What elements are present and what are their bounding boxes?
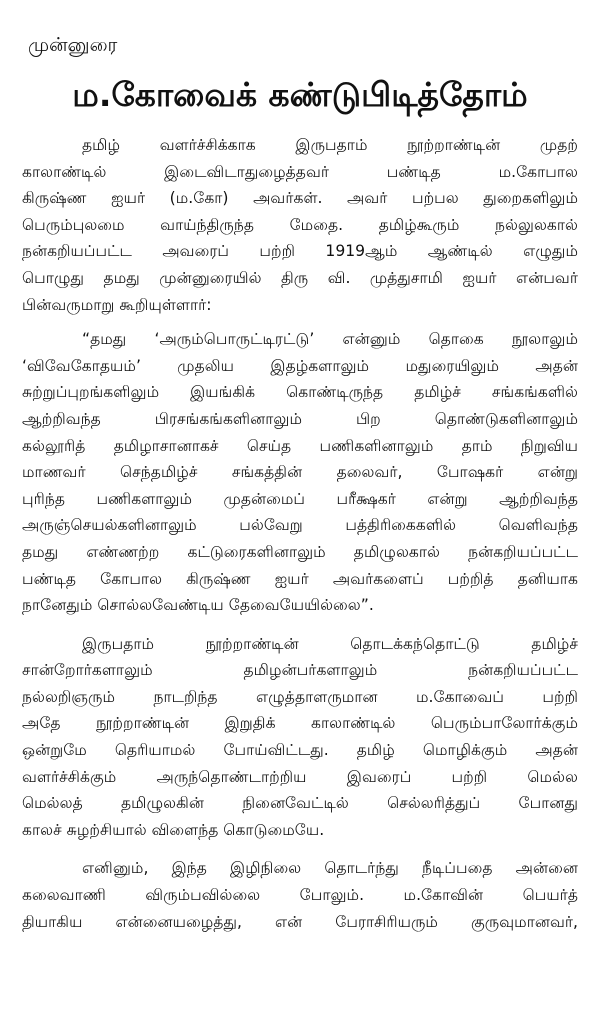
text-line: தமிழ் வளர்ச்சிக்காக இருபதாம் நூற்றாண்டின் முதற் <box>82 136 578 154</box>
paragraph-4 <box>22 855 578 935</box>
text-line: தியாகிய என்னையழைத்து, என் பேராசிரியரும் குருவுமானவர், <box>22 912 578 931</box>
section-label: முன்னுரை <box>28 34 118 56</box>
text-line: காலச் சுழற்சியால் விளைந்த கொடுமையே. <box>22 820 325 839</box>
text-line: சுற்றுப்புறங்களிலும் இயங்கிக் கொண்டிருந்த தமிழ்ச் சங்கங்களில் <box>22 383 578 402</box>
text-line: கிருஷ்ண ஐயர் (ம.கோ) அவர்கள். அவர் பற்பல துறைகளிலும் <box>22 189 578 208</box>
text-line: பெரும்புலமை வாய்ந்திருந்த மேதை. தமிழ்கூரும் நல்லுலகால் <box>22 215 578 234</box>
text-line: புரிந்த பணிகளாலும் முதன்மைப் பரீக்ஷகர் என்று ஆற்றிவந்த <box>22 489 578 508</box>
text-line: “தமது ‘அரும்பொருட்டிரட்டு’ என்னும் தொகை நூலாலும் <box>82 330 578 349</box>
text-line: மெல்லத் தமிழுலகின் நினைவேட்டில் செல்லரித்துப் போனது <box>22 794 578 813</box>
text-line: நானேதும் சொல்லவேண்டிய தேவையேயில்லை”. <box>22 596 374 615</box>
text-line: அருஞ்செயல்களினாலும் பல்வேறு பத்திரிகைகளில் வெளிவந்த <box>22 516 578 535</box>
text-line: ஆற்றிவந்த பிரசங்கங்களினாலும் பிற தொண்டுகளினாலும் <box>22 409 578 428</box>
text-line: தமது எண்ணற்ற கட்டுரைகளினாலும் தமிழுலகால் நன்கறியப்பட்ட <box>22 542 578 561</box>
text-line: மாணவர் செந்தமிழ்ச் சங்கத்தின் தலைவர், போஷகர் என்று <box>22 463 578 482</box>
text-line: பண்டித கோபால கிருஷ்ண ஐயர் அவர்களைப் பற்றித் தனியாக <box>22 569 578 588</box>
text-line: எனினும், இந்த இழிநிலை தொடர்ந்து நீடிப்பதை அன்னை <box>82 859 578 878</box>
paragraph-2-quote <box>22 326 578 619</box>
text-line: கலைவாணி விரும்பவில்லை போலும். ம.கோவின் பெயர்த் <box>22 886 578 905</box>
text-line: ‘விவேகோதயம்’ முதலிய இதழ்களாலும் மதுரையிலும் அதன் <box>22 356 578 375</box>
text-line: கல்லூரித் தமிழாசானாகச் செய்த பணிகளினாலும் தாம் நிறுவிய <box>22 436 578 455</box>
text-line: பொழுது தமது முன்னுரையில் திரு வி. முத்துசாமி ஐயர் என்பவர் <box>22 268 578 287</box>
text-line: பின்வருமாறு கூறியுள்ளார்: <box>22 295 212 314</box>
paragraph-3 <box>22 631 578 844</box>
page-title: ம.கோவைக் கண்டுபிடித்தோம் <box>72 75 528 114</box>
text-line: இருபதாம் நூற்றாண்டின் தொடக்கந்தொட்டு தமிழ்ச் <box>82 634 578 653</box>
text-line: சான்றோர்களாலும் தமிழன்பர்களாலும் நன்கறியப்பட்ட <box>22 661 578 680</box>
text-line: வளர்ச்சிக்கும் அருந்தொண்டாற்றிய இவரைப் பற்றி மெல்ல <box>22 767 578 786</box>
text-line: காலாண்டில் இடைவிடாதுழைத்தவர் பண்டித ம.கோபால <box>22 162 578 181</box>
paragraph-1 <box>22 132 578 318</box>
text-line: ஒன்றுமே தெரியாமல் போய்விட்டது. தமிழ் மொழிக்கும் அதன் <box>22 741 578 760</box>
text-line: நன்கறியப்பட்ட அவரைப் பற்றி 1919ஆம் ஆண்டில் எழுதும் <box>22 242 578 261</box>
text-line: நல்லறிஞரும் நாடறிந்த எழுத்தாளருமான ம.கோவைப் பற்றி <box>22 687 578 706</box>
text-line: அதே நூற்றாண்டின் இறுதிக் காலாண்டில் பெரும்பாலோர்க்கும் <box>22 714 578 733</box>
